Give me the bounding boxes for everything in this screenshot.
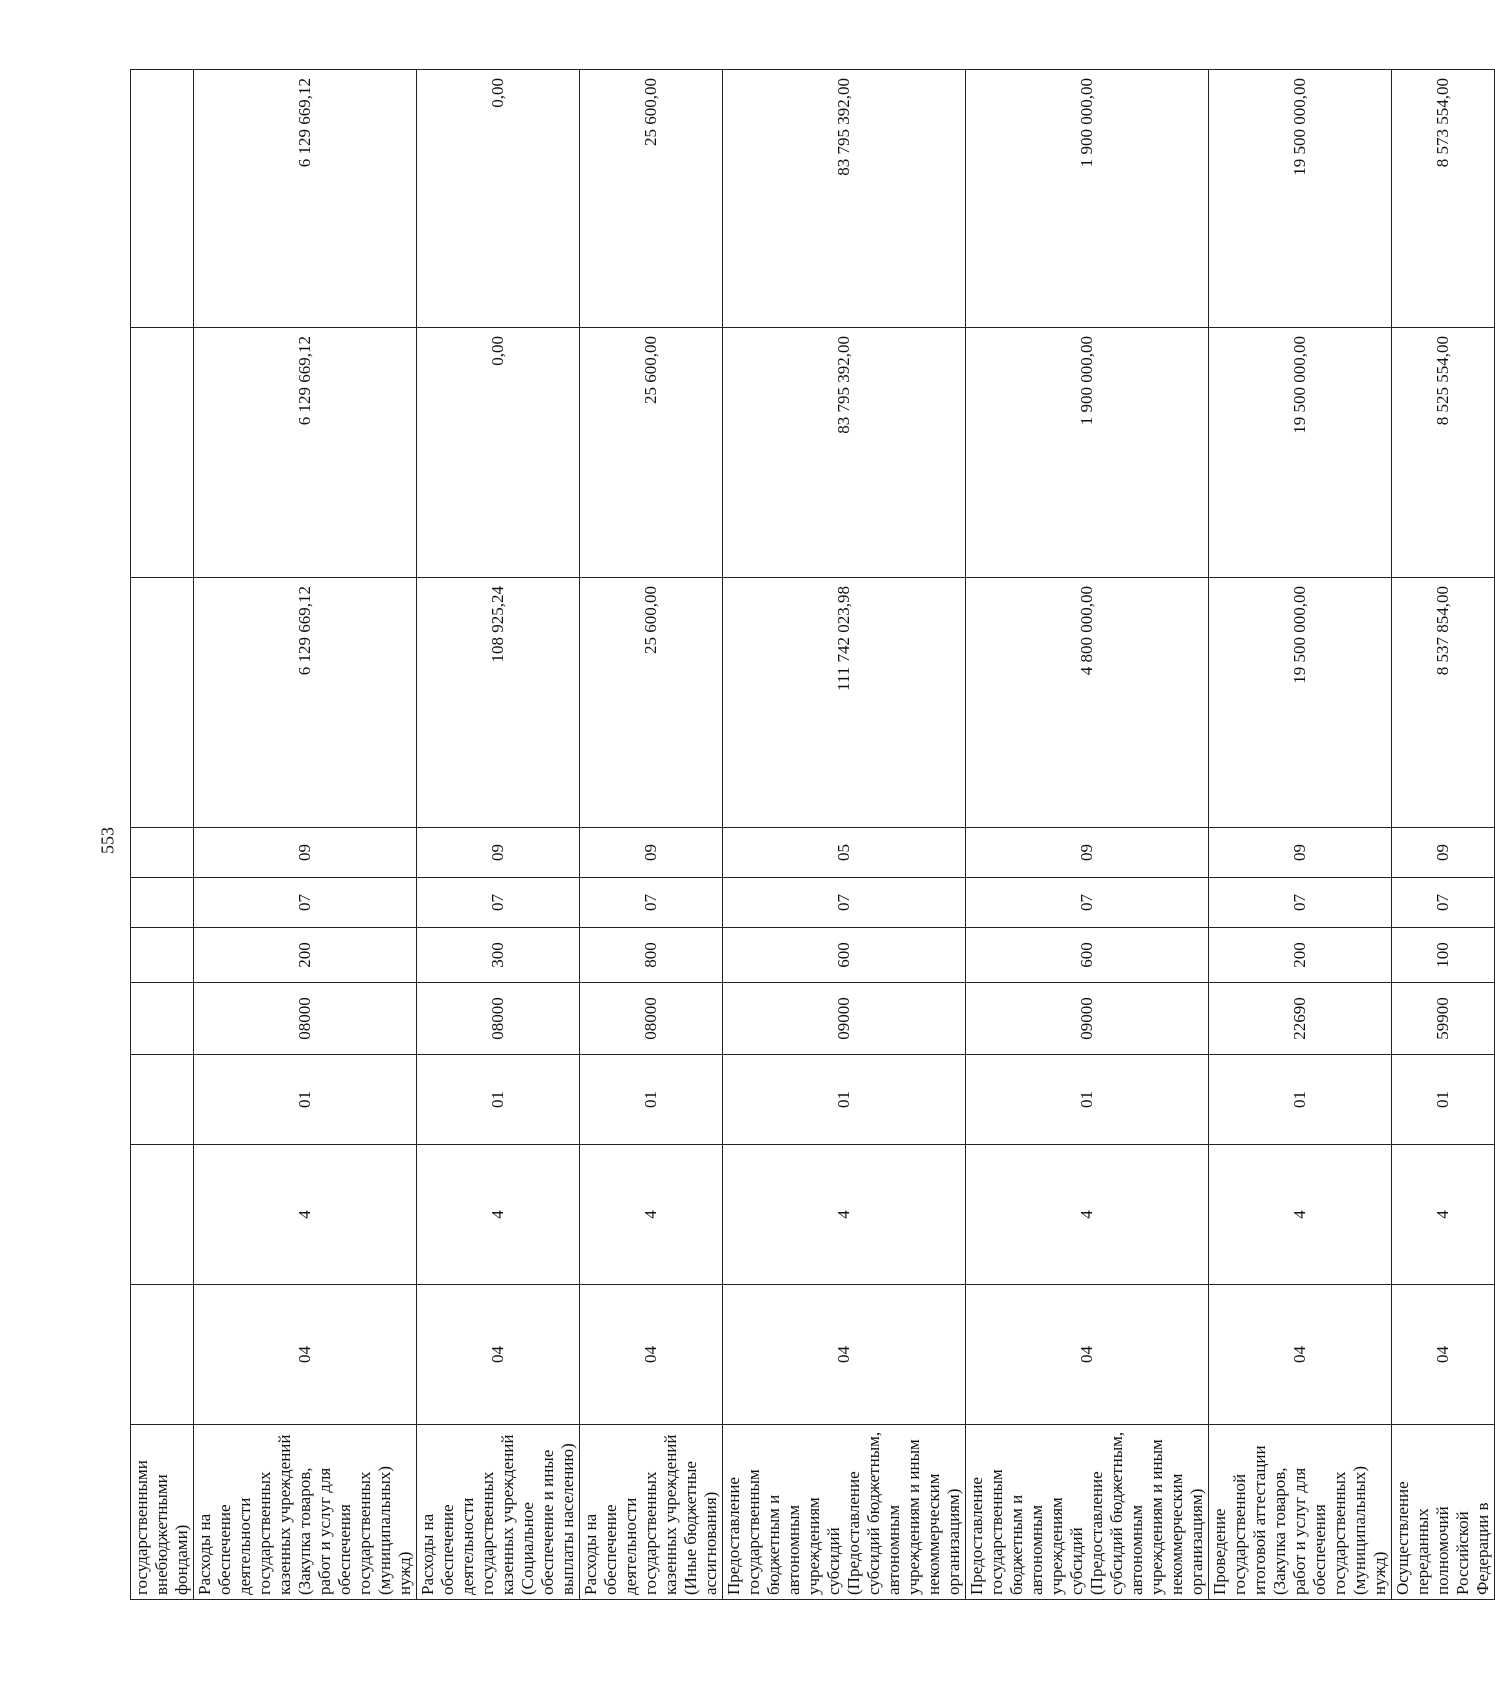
table-row [966, 70, 1209, 1600]
subdivision-cell [131, 828, 194, 878]
subdivision-cell: 09 [580, 828, 723, 878]
target-article-part1-cell: 01 [417, 1055, 580, 1145]
section-code-cell [131, 1285, 194, 1425]
amount-year3-cell: 1 900 000,00 [966, 70, 1209, 328]
table-row [417, 70, 580, 1600]
target-article-part2-cell [131, 983, 194, 1055]
subprogram-code-cell [131, 1145, 194, 1285]
target-article-part1-cell: 01 [1209, 1055, 1392, 1145]
row-name-cell: Расходы на обеспечение деятельности государственных казенных учреждений (Иные бюджетные ассигнования) [580, 1425, 723, 1600]
row-name-cell: государственными внебюджетными фондами) [131, 1425, 194, 1600]
table-row [580, 70, 723, 1600]
row-name-cell: Осуществление переданных полномочий Российской Федерации в [1392, 1425, 1495, 1600]
amount-year1-cell: 19 500 000,00 [1209, 578, 1392, 828]
amount-year1-cell: 111 742 023,98 [723, 578, 966, 828]
target-article-part1-cell: 01 [1392, 1055, 1495, 1145]
division-cell: 07 [723, 878, 966, 928]
row-name-cell: Проведение государственной итоговой аттестации (Закупка товаров, работ и услуг для обеспечения государственных (муниципальных) нужд) [1209, 1425, 1392, 1600]
rotated-table-area [130, 70, 1492, 1600]
expense-type-cell: 600 [966, 928, 1209, 983]
amount-year3-cell: 0,00 [417, 70, 580, 328]
amount-year1-cell: 6 129 669,12 [194, 578, 417, 828]
expense-type-cell: 300 [417, 928, 580, 983]
page-number: 553 [97, 827, 118, 854]
amount-year1-cell: 8 537 854,00 [1392, 578, 1495, 828]
division-cell: 07 [966, 878, 1209, 928]
subprogram-code-cell: 4 [966, 1145, 1209, 1285]
target-article-part1-cell: 01 [723, 1055, 966, 1145]
table-row [1392, 70, 1495, 1600]
budget-table [130, 69, 1495, 1600]
expense-type-cell [131, 928, 194, 983]
table-row [723, 70, 966, 1600]
subprogram-code-cell: 4 [723, 1145, 966, 1285]
row-name-cell: Расходы на обеспечение деятельности государственных казенных учреждений (Социальное обеспечение и иные выплаты населению) [417, 1425, 580, 1600]
target-article-part2-cell: 08000 [194, 983, 417, 1055]
target-article-part1-cell: 01 [966, 1055, 1209, 1145]
expense-type-cell: 200 [194, 928, 417, 983]
row-name-cell: Расходы на обеспечение деятельности государственных казенных учреждений (Закупка товаров, работ и услуг для обеспечения государственных (муниципальных) нужд) [194, 1425, 417, 1600]
amount-year2-cell: 19 500 000,00 [1209, 328, 1392, 578]
amount-year3-cell: 83 795 392,00 [723, 70, 966, 328]
amount-year1-cell: 25 600,00 [580, 578, 723, 828]
division-cell: 07 [580, 878, 723, 928]
division-cell [131, 878, 194, 928]
subprogram-code-cell: 4 [417, 1145, 580, 1285]
subprogram-code-cell: 4 [580, 1145, 723, 1285]
subdivision-cell: 09 [966, 828, 1209, 878]
subprogram-code-cell: 4 [1209, 1145, 1392, 1285]
amount-year2-cell: 1 900 000,00 [966, 328, 1209, 578]
amount-year3-cell: 6 129 669,12 [194, 70, 417, 328]
expense-type-cell: 100 [1392, 928, 1495, 983]
division-cell: 07 [1392, 878, 1495, 928]
target-article-part2-cell: 22690 [1209, 983, 1392, 1055]
amount-year2-cell: 8 525 554,00 [1392, 328, 1495, 578]
target-article-part2-cell: 08000 [580, 983, 723, 1055]
subdivision-cell: 09 [194, 828, 417, 878]
target-article-part2-cell: 59900 [1392, 983, 1495, 1055]
table-row [194, 70, 417, 1600]
row-name-cell: Предоставление государственным бюджетным и автономным учреждениям субсидий (Предоставление субсидий бюджетным, автономным учреждениям и иным некоммерческим организациям) [723, 1425, 966, 1600]
table-row [131, 70, 194, 1600]
section-code-cell: 04 [417, 1285, 580, 1425]
section-code-cell: 04 [966, 1285, 1209, 1425]
subdivision-cell: 09 [1209, 828, 1392, 878]
table-row [1209, 70, 1392, 1600]
amount-year2-cell: 83 795 392,00 [723, 328, 966, 578]
amount-year3-cell: 25 600,00 [580, 70, 723, 328]
amount-year2-cell: 0,00 [417, 328, 580, 578]
section-code-cell: 04 [580, 1285, 723, 1425]
amount-year3-cell: 8 573 554,00 [1392, 70, 1495, 328]
amount-year1-cell [131, 578, 194, 828]
amount-year2-cell: 25 600,00 [580, 328, 723, 578]
division-cell: 07 [194, 878, 417, 928]
expense-type-cell: 800 [580, 928, 723, 983]
section-code-cell: 04 [1392, 1285, 1495, 1425]
amount-year2-cell [131, 328, 194, 578]
section-code-cell: 04 [194, 1285, 417, 1425]
division-cell: 07 [417, 878, 580, 928]
target-article-part2-cell: 09000 [723, 983, 966, 1055]
section-code-cell: 04 [723, 1285, 966, 1425]
subdivision-cell: 09 [1392, 828, 1495, 878]
subdivision-cell: 09 [417, 828, 580, 878]
division-cell: 07 [1209, 878, 1392, 928]
target-article-part2-cell: 09000 [966, 983, 1209, 1055]
row-name-cell: Предоставление государственным бюджетным и автономным учреждениям субсидий (Предоставление субсидий бюджетным, автономным учреждениям и иным некоммерческим организациям) [966, 1425, 1209, 1600]
target-article-part1-cell: 01 [194, 1055, 417, 1145]
amount-year3-cell [131, 70, 194, 328]
subprogram-code-cell: 4 [194, 1145, 417, 1285]
amount-year1-cell: 4 800 000,00 [966, 578, 1209, 828]
target-article-part2-cell: 08000 [417, 983, 580, 1055]
subprogram-code-cell: 4 [1392, 1145, 1495, 1285]
target-article-part1-cell [131, 1055, 194, 1145]
expense-type-cell: 600 [723, 928, 966, 983]
target-article-part1-cell: 01 [580, 1055, 723, 1145]
expense-type-cell: 200 [1209, 928, 1392, 983]
amount-year2-cell: 6 129 669,12 [194, 328, 417, 578]
amount-year3-cell: 19 500 000,00 [1209, 70, 1392, 328]
table-rotation-frame [130, 70, 1492, 1600]
section-code-cell: 04 [1209, 1285, 1392, 1425]
amount-year1-cell: 108 925,24 [417, 578, 580, 828]
subdivision-cell: 05 [723, 828, 966, 878]
